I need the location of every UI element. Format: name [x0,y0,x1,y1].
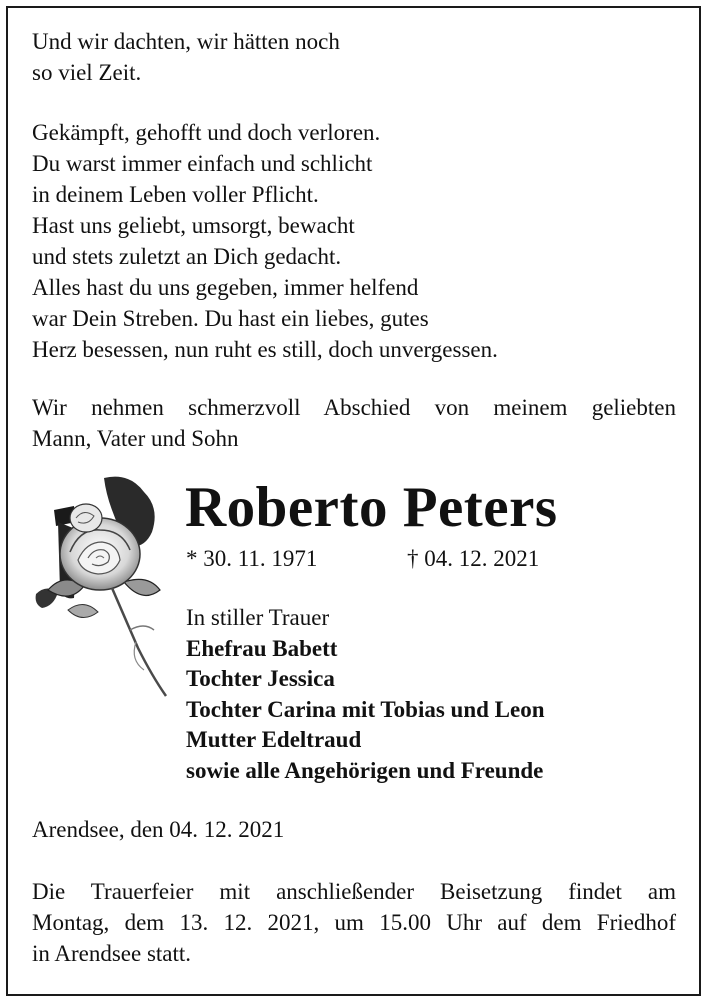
birth-date: * 30. 11. 1971 [186,546,318,571]
mourner-name: Mutter Edeltraud [186,727,362,752]
poem-line: in deinem Leben voller Pflicht. [32,182,319,207]
deceased-name: Roberto Peters [185,476,558,539]
poem-intro [32,26,340,88]
place-date [32,814,284,845]
mourner-name: Ehefrau Babett [186,635,338,661]
poem [32,117,498,365]
mourners-intro: In stiller Trauer [186,605,330,630]
poem-line: Herz besessen, nun ruht es still, doch unvergessen. [32,337,498,362]
poem-line: Du warst immer einfach und schlicht [32,151,373,176]
mourners-list [186,603,545,786]
rose-icon [34,470,170,698]
farewell-line: Wir nehmen schmerzvoll Abschied von meinem geliebten [32,395,676,420]
farewell-text [32,392,676,454]
mourner-name: sowie alle Angehörigen und Freunde [186,757,544,783]
poem-line: Alles hast du uns gegeben, immer helfend [32,275,419,300]
poem-line: und stets zuletzt an Dich gedacht. [32,244,342,269]
death-date: † 04. 12. 2021 [407,546,540,571]
poem-intro-line: so viel Zeit. [32,60,142,85]
funeral-info [32,876,676,969]
funeral-line: Die Trauerfeier mit anschließender Beisetzung findet am [32,879,676,904]
poem-intro-line: Und wir dachten, wir hätten noch [32,29,340,54]
mourner-name: Tochter Jessica [186,666,335,691]
funeral-line: Montag, dem 13. 12. 2021, um 15.00 Uhr auf dem Friedhof [32,910,676,935]
poem-line: Gekämpft, gehofft und doch verloren. [32,120,381,145]
mourner-name: Tochter Carina mit Tobias und Leon [186,696,545,722]
poem-line: war Dein Streben. Du hast ein liebes, gutes [32,306,429,331]
poem-line: Hast uns geliebt, umsorgt, bewacht [32,213,355,238]
farewell-line: Mann, Vater und Sohn [32,426,239,451]
funeral-line: in Arendsee statt. [32,941,192,966]
place-date-line: Arendsee, den 04. 12. 2021 [32,817,285,842]
